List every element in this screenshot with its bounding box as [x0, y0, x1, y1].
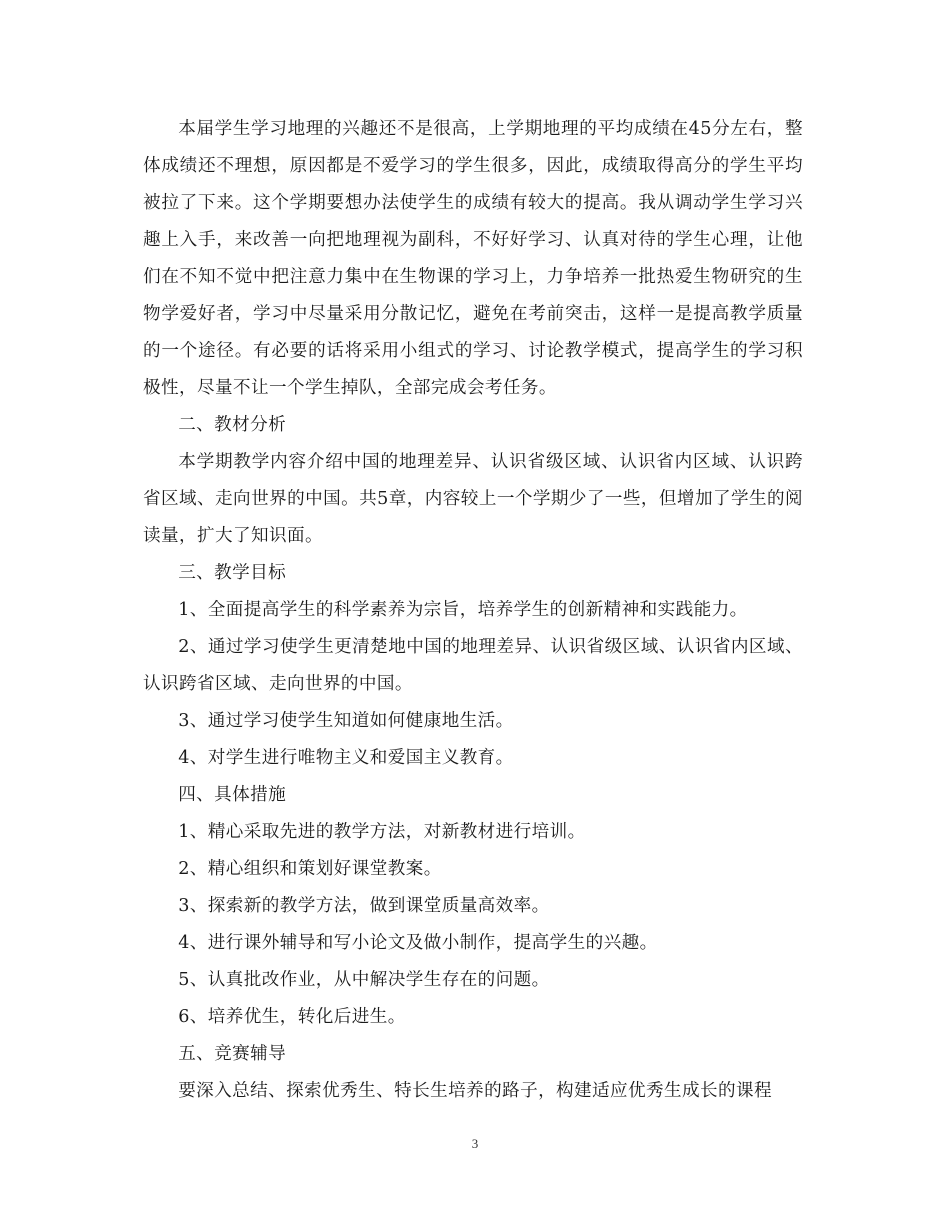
goal-item-1: 1、全面提高学生的科学素养为宗旨，培养学生的创新精神和实践能力。: [178, 600, 748, 620]
measure-item-6: 6、培养优生，转化后进生。: [178, 1007, 406, 1027]
goal-item-4: 4、对学生进行唯物主义和爱国主义教育。: [178, 748, 514, 768]
measure-item-2: 2、精心组织和策划好课堂教案。: [178, 859, 442, 879]
heading-textbook-analysis: 二、教材分析: [178, 415, 287, 435]
heading-competition-coaching: 五、竞赛辅导: [178, 1044, 287, 1064]
document-body: [143, 111, 803, 1110]
measure-item-1: 1、精心采取先进的教学方法，对新教材进行培训。: [178, 822, 586, 842]
goal-item-2: 2、通过学习使学生更清楚地中国的地理差异、认识省级区域、认识省内区域、认识跨省区域、走向世界的中国。: [143, 637, 803, 694]
heading-teaching-goals: 三、教学目标: [178, 563, 287, 583]
page-number: 3: [471, 1136, 479, 1151]
paragraph-student-situation: 本届学生学习地理的兴趣还不是很高，上学期地理的平均成绩在45分左右，整体成绩还不理想，原因都是不爱学习的学生很多，因此，成绩取得高分的学生平均被拉了下来。这个学期要想办法使学生的成绩有较大的提高。我从调动学生学习兴趣上入手，来改善一向把地理视为副科，不好好学习、认真对待的学生心理，让他们在不知不觉中把注意力集中在生物课的学习上，力争培养一批热爱生物研究的生物学爱好者，学习中尽量采用分散记忆，避免在考前突击，这样一是提高教学质量的一个途径。有必要的话将采用小组式的学习、讨论教学模式，提高学生的学习积极性，尽量不让一个学生掉队，全部完成会考任务。: [143, 119, 803, 398]
paragraph-competition-coaching: 要深入总结、探索优秀生、特长生培养的路子，构建适应优秀生成长的课程: [178, 1081, 772, 1101]
goal-item-3: 3、通过学习使学生知道如何健康地生活。: [178, 711, 514, 731]
heading-specific-measures: 四、具体措施: [178, 785, 287, 805]
measure-item-3: 3、探索新的教学方法，做到课堂质量高效率。: [178, 896, 550, 916]
measure-item-4: 4、进行课外辅导和写小论文及做小制作，提高学生的兴趣。: [178, 933, 658, 953]
paragraph-textbook-content: 本学期教学内容介绍中国的地理差异、认识省级区域、认识省内区域、认识跨省区域、走向世界的中国。共5章，内容较上一个学期少了一些，但增加了学生的阅读量，扩大了知识面。: [143, 452, 803, 546]
measure-item-5: 5、认真批改作业，从中解决学生存在的问题。: [178, 970, 550, 990]
